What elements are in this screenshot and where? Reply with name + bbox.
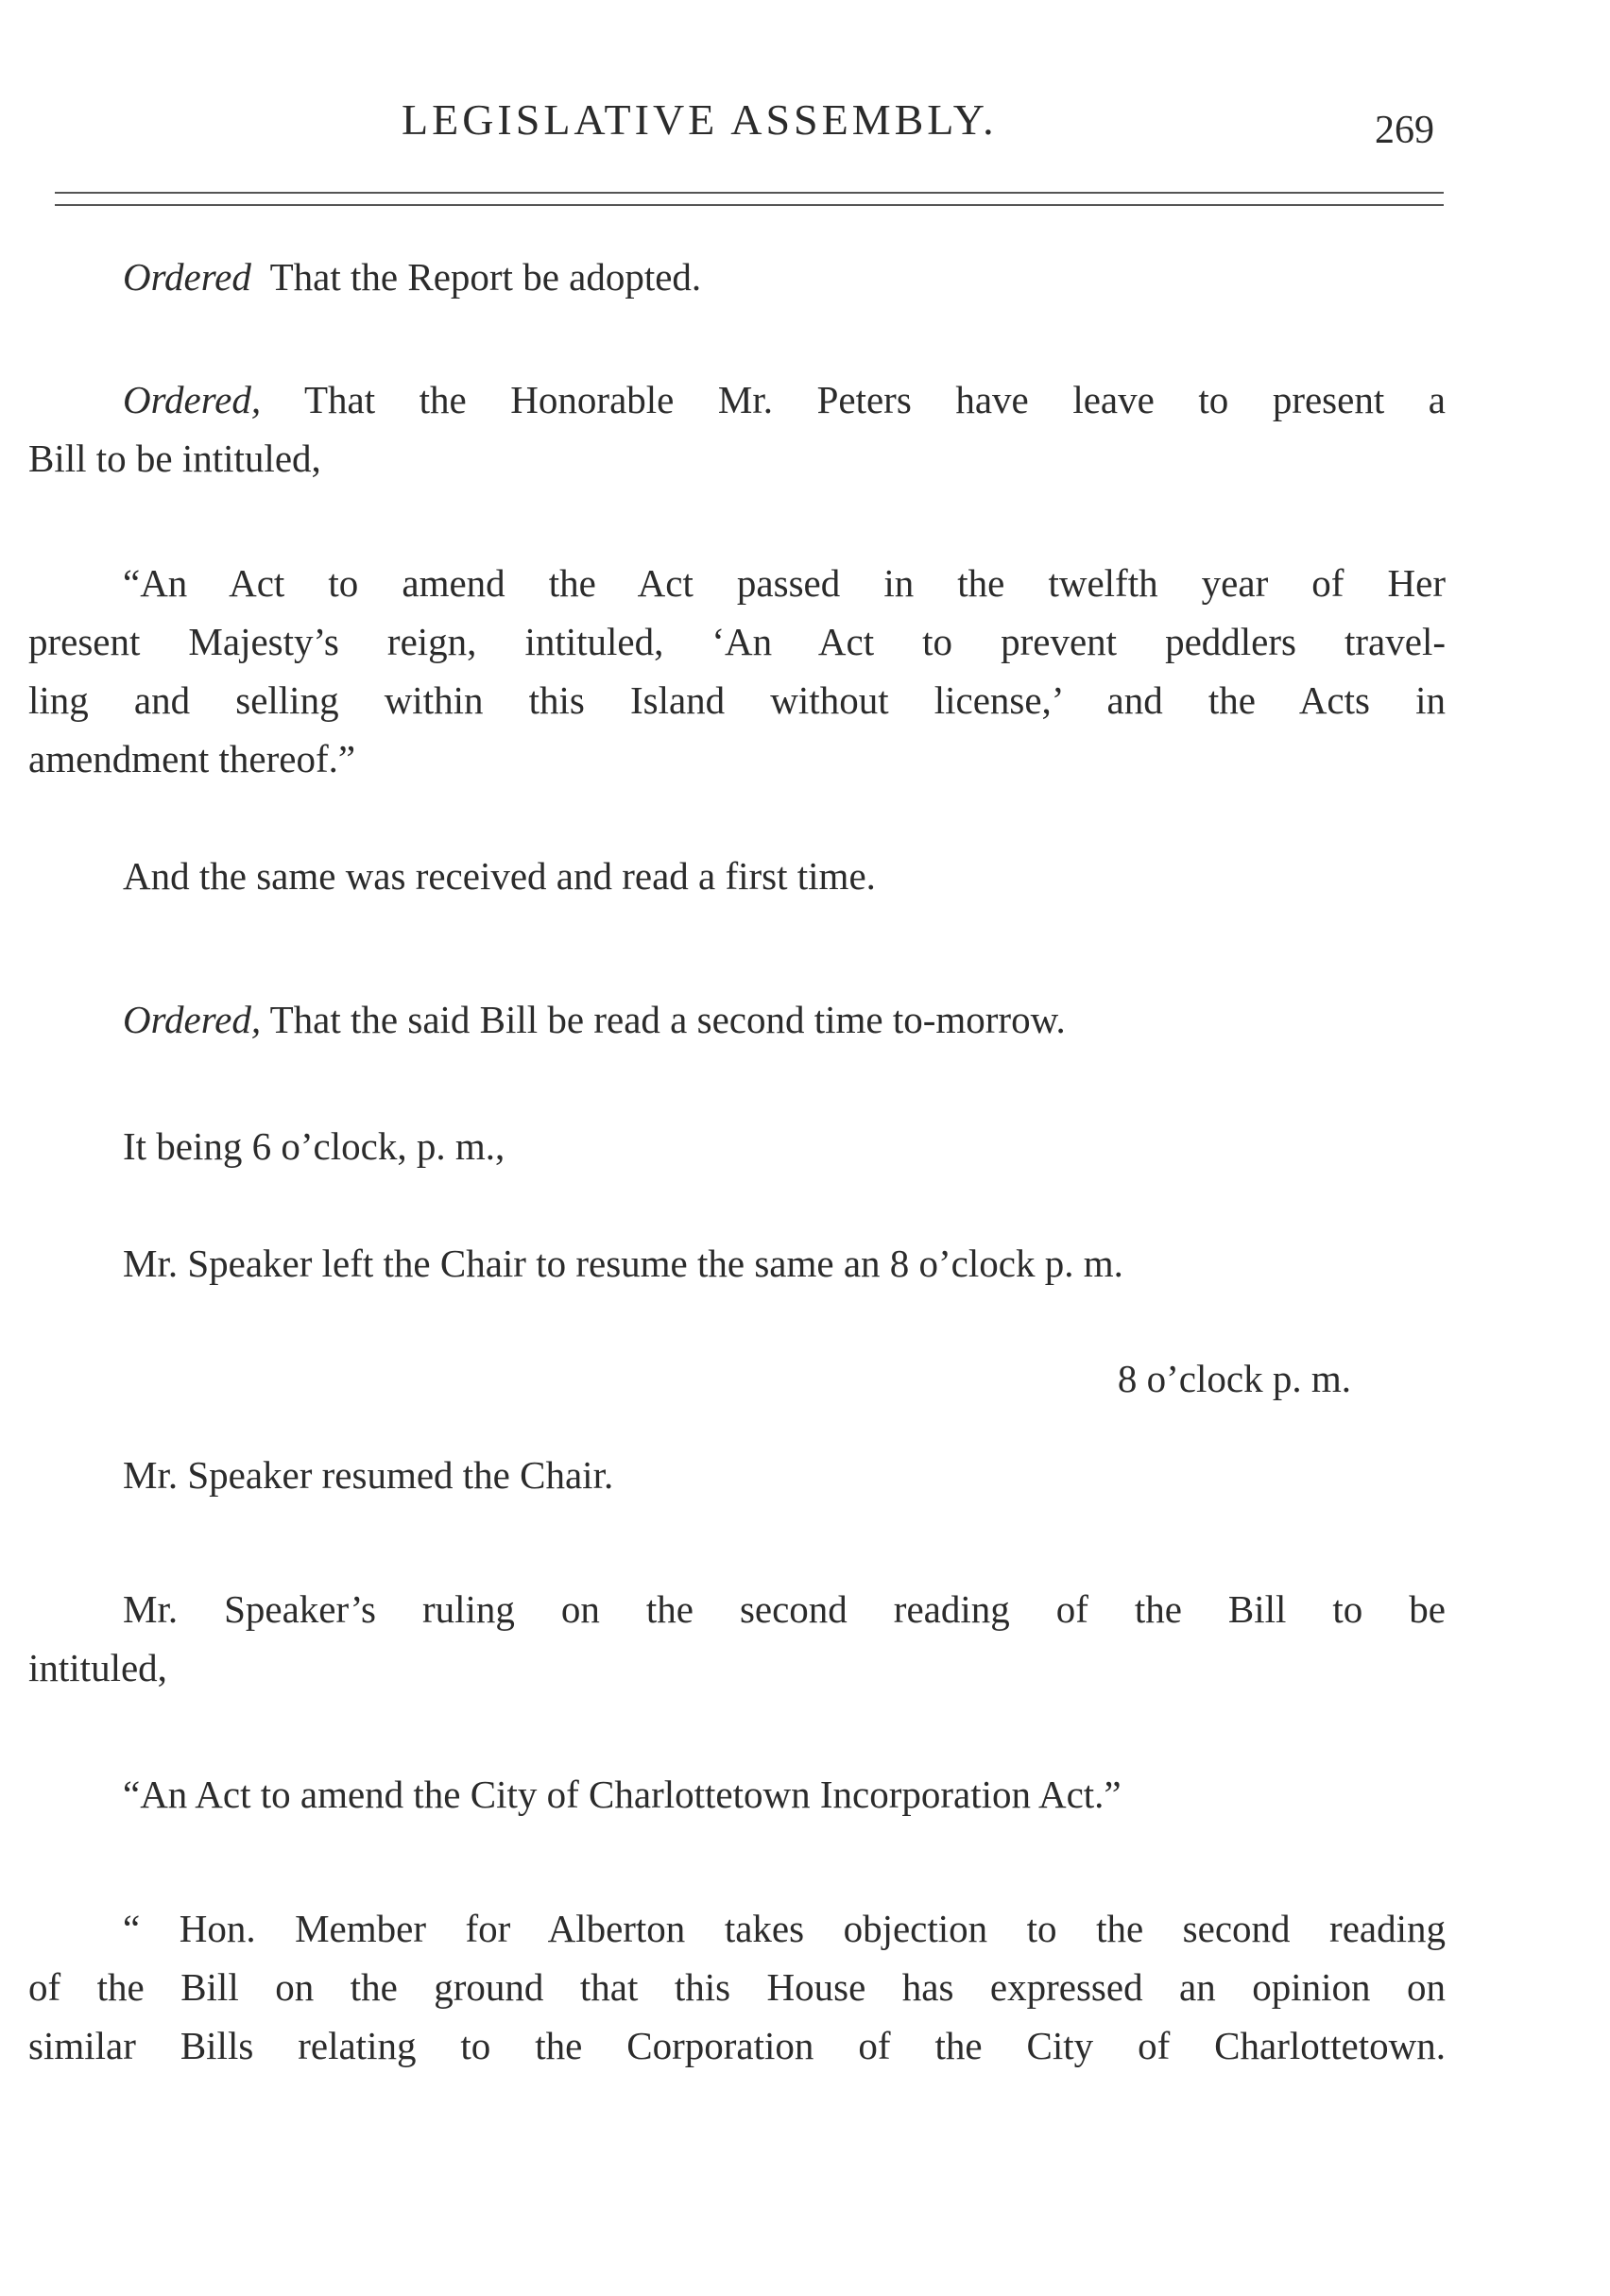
paragraph-act-charlottetown — [28, 1765, 1446, 1824]
paragraph-text: That the Report be adopted. — [269, 255, 702, 299]
paragraph-speaker-ruling — [28, 1580, 1446, 1697]
paragraph-ordered-report — [28, 248, 1446, 306]
paragraph-text: That the said Bill be read a second time to-morrow. — [269, 998, 1066, 1041]
paragraph-speaker-left — [28, 1234, 1446, 1293]
header-rule-top — [55, 192, 1444, 194]
paragraph-act-title — [28, 554, 1446, 788]
paragraph-line: Bill to be intituled, — [28, 437, 321, 480]
paragraph-line — [28, 370, 1446, 429]
paragraph-text: That the Honorable Mr. Peters have leave to present a — [303, 378, 1446, 421]
ordered-lead: Ordered, — [123, 378, 262, 421]
paragraph-line: Mr. Speaker’s ruling on the second reading of the Bill to be — [123, 1587, 1446, 1631]
paragraph-line — [28, 990, 1446, 1049]
ordered-lead: Ordered — [123, 255, 251, 299]
paragraph-ordered-leave — [28, 370, 1446, 488]
header-rule-bottom — [55, 204, 1444, 206]
running-title: LEGISLATIVE ASSEMBLY. — [402, 95, 998, 144]
paragraph-line: of the Bill on the ground that this House has expressed an opinion on — [28, 1965, 1446, 2009]
page-number: 269 — [1375, 109, 1434, 152]
paragraph-line: similar Bills relating to the Corporation of the City of Charlottetown. — [28, 2024, 1446, 2067]
paragraph-ordered-second-reading — [28, 990, 1446, 1049]
paragraph-line — [28, 248, 1446, 306]
paragraph-line: And the same was received and read a first time. — [123, 854, 876, 898]
ordered-lead: Ordered, — [123, 998, 262, 1041]
paragraph-line: “An Act to amend the Act passed in the twelfth year of Her — [123, 561, 1446, 605]
paragraph-line: “An Act to amend the City of Charlottetown Incorporation Act.” — [123, 1773, 1122, 1816]
paragraph-line: Mr. Speaker left the Chair to resume the same an 8 o’clock p. m. — [123, 1242, 1123, 1285]
paragraph-line: ling and selling within this Island without license,’ and the Acts in — [28, 678, 1446, 722]
paragraph-line: present Majesty’s reign, intituled, ‘An Act to prevent peddlers travel- — [28, 620, 1446, 663]
paragraph-speaker-resumed — [28, 1446, 1446, 1504]
paragraph-line: intituled, — [28, 1646, 167, 1689]
paragraph-objection — [28, 1899, 1446, 2075]
paragraph-line: Mr. Speaker resumed the Chair. — [123, 1453, 614, 1497]
paragraph-line: 8 o’clock p. m. — [1117, 1357, 1351, 1400]
paragraph-six-oclock — [28, 1117, 1446, 1175]
running-head — [0, 94, 1610, 151]
paragraph-line: amendment thereof.” — [28, 737, 356, 780]
time-marker — [28, 1349, 1446, 1408]
paragraph-line: It being 6 o’clock, p. m., — [123, 1124, 505, 1168]
paragraph-first-reading — [28, 847, 1446, 905]
paragraph-line: “ Hon. Member for Alberton takes objection to the second reading — [123, 1907, 1446, 1950]
